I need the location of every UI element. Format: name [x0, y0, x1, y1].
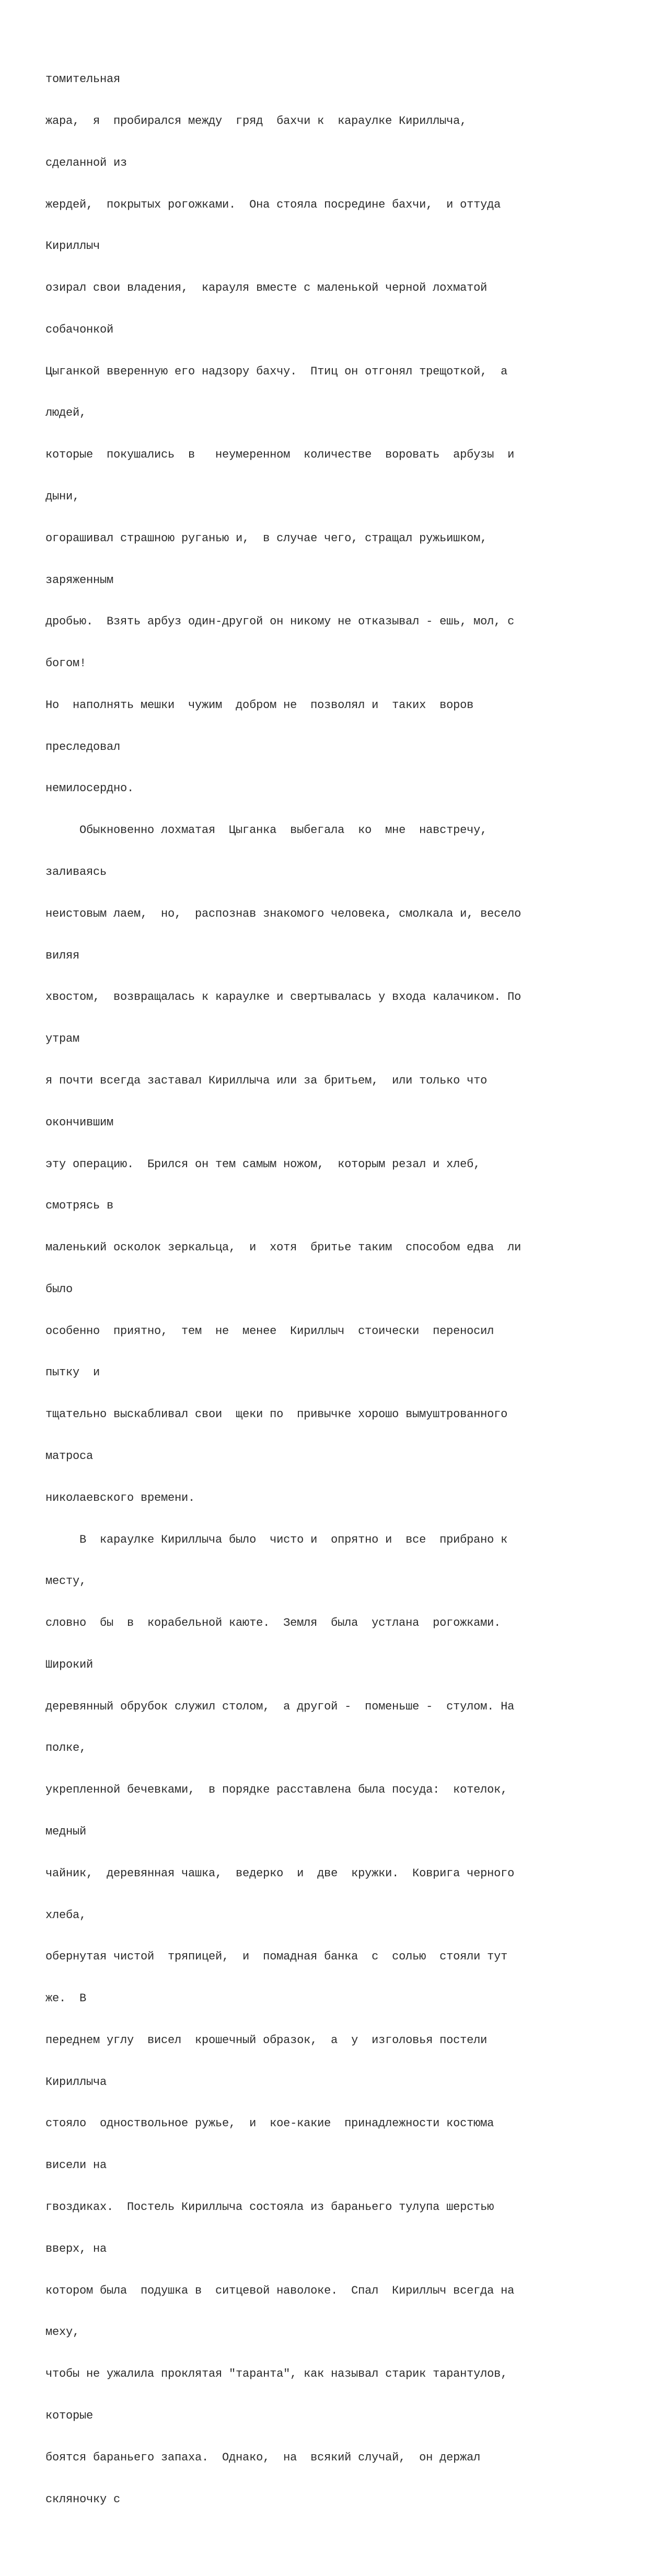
text-line: медный — [45, 1825, 87, 1838]
text-line — [45, 2534, 610, 2548]
text-line: месту, — [45, 1575, 87, 1588]
text-line: людей, — [45, 406, 87, 420]
text-line: чтобы не ужалила проклятая "таранта", как называл старик тарантулов, — [45, 2367, 508, 2381]
text-line: немилосердно. — [45, 782, 134, 795]
text-line: смотрясь в — [45, 1199, 114, 1213]
text-line: я почти всегда заставал Кириллыча или за бритьем, или только что — [45, 1074, 488, 1087]
text-line: Кириллыча — [45, 2075, 107, 2089]
text-line: хлеба, — [45, 1908, 87, 1922]
text-line: дыни, — [45, 490, 80, 503]
text-line: богом! — [45, 657, 87, 670]
text-line: заливаясь — [45, 865, 107, 879]
text-line: жара, я пробирался между гряд бахчи к караулке Кириллыча, — [45, 114, 467, 128]
body-text — [45, 45, 610, 2576]
text-line: пытку и — [45, 1366, 100, 1380]
text-line: окончившим — [45, 1115, 114, 1129]
text-line: стояло одноствольное ружье, и кое-какие принадлежности костюма — [45, 2117, 494, 2130]
text-line: собачонкой — [45, 323, 114, 336]
text-line: Обыкновенно лохматая Цыганка выбегала ко мне навстречу, — [45, 824, 488, 837]
text-line: Широкий — [45, 1658, 94, 1671]
text-line: жердей, покрытых рогожками. Она стояла посредине бахчи, и оттуда — [45, 198, 501, 211]
text-line: скляночку с — [45, 2492, 121, 2506]
text-line: матроса — [45, 1449, 94, 1463]
text-line: деревянный обрубок служил столом, а другой - поменьше - стулом. На — [45, 1700, 515, 1713]
text-line: было — [45, 1282, 73, 1296]
text-line: озирал свои владения, карауля вместе с маленькой черной лохматой — [45, 281, 488, 295]
text-line: маленький осколок зеркальца, и хотя бритье таким способом едва ли — [45, 1241, 521, 1255]
text-line: словно бы в корабельной каюте. Земля была устлана рогожками. — [45, 1616, 501, 1630]
text-line: эту операцию. Брился он тем самым ножом, которым резал и хлеб, — [45, 1157, 481, 1171]
text-line: Но наполнять мешки чужим добром не позволял и таких воров — [45, 698, 474, 712]
text-line: Кириллыч — [45, 240, 100, 253]
text-line: виляя — [45, 949, 80, 962]
text-line: обернутая чистой тряпицей, и помадная банка с солью стояли тут — [45, 1950, 508, 1964]
text-line: укрепленной бечевками, в порядке расставлена была посуда: котелок, — [45, 1783, 508, 1797]
text-line: преследовал — [45, 740, 121, 754]
text-line: особенно приятно, тем не менее Кириллыч стоически переносил — [45, 1324, 494, 1338]
text-line: полке, — [45, 1741, 87, 1755]
text-line: котором была подушка в ситцевой наволоке. Спал Кириллыч всегда на — [45, 2284, 515, 2297]
text-line: огорашивал страшною руганью и, в случае чего, стращал ружьишком, — [45, 531, 488, 545]
text-line: переднем углу висел крошечный образок, а у изголовья постели — [45, 2033, 488, 2047]
text-line: заряженным — [45, 573, 114, 587]
text-line: Цыганкой вверенную его надзору бахчу. Птиц он отгонял трещоткой, а — [45, 364, 508, 378]
text-line: неистовым лаем, но, распознав знакомого человека, смолкала и, весело — [45, 907, 521, 920]
text-line: томительная — [45, 73, 121, 86]
text-line: гвоздиках. Постель Кириллыча состояла из бараньего тулупа шерстью — [45, 2201, 494, 2214]
text-line: которые покушались в неумеренном количестве воровать арбузы и — [45, 448, 515, 462]
text-line: чайник, деревянная чашка, ведерко и две кружки. Коврига черного — [45, 1866, 515, 1880]
text-line: хвостом, возвращалась к караулке и свертывалась у входа калачиком. По — [45, 990, 521, 1004]
text-line: меху, — [45, 2326, 80, 2339]
text-line: дробью. Взять арбуз один-другой он никому не отказывал - ешь, мол, с — [45, 615, 515, 629]
text-line: вверх, на — [45, 2242, 107, 2255]
text-line: В караулке Кириллыча было чисто и опрятно и все прибрано к — [45, 1533, 508, 1546]
text-line: николаевского времени. — [45, 1491, 195, 1504]
text-line: тщательно выскабливал свои щеки по привычке хорошо вымуштрованного — [45, 1408, 508, 1421]
text-line: утрам — [45, 1032, 80, 1046]
text-line: боятся бараньего запаха. Однако, на всякий случай, он держал — [45, 2450, 481, 2464]
text-line: сделанной из — [45, 156, 128, 169]
text-line: висели на — [45, 2159, 107, 2172]
text-line: же. В — [45, 1992, 87, 2005]
text-line: которые — [45, 2409, 94, 2422]
